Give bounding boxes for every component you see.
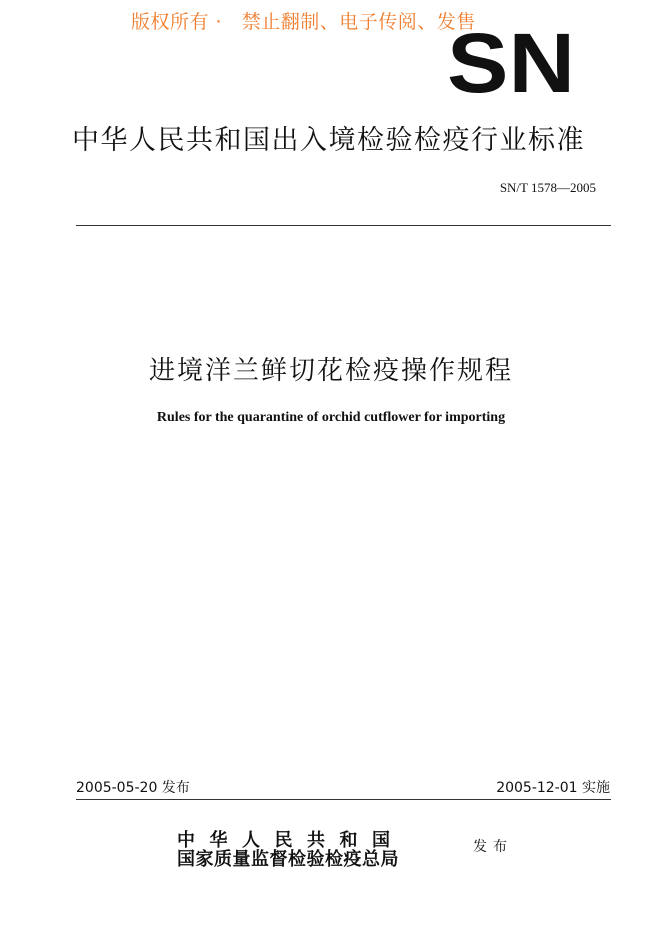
organization-standard-title: 中华人民共和国出入境检验检疫行业标准 xyxy=(72,125,585,156)
document-title-english: Rules for the quarantine of orchid cutflower for importing xyxy=(156,410,506,425)
header-divider xyxy=(76,225,611,226)
sn-logo-text: SN xyxy=(447,28,575,98)
issuer-agency: 国家质量监督检验检疫总局 xyxy=(177,849,399,870)
standard-number: SN/T 1578—2005 xyxy=(499,180,596,195)
copyright-watermark: 版权所有 · 禁止翻制、电子传阅、发售 xyxy=(131,11,476,33)
footer-divider xyxy=(76,799,611,800)
sn-logo xyxy=(445,28,577,98)
issue-date: 2005-05-20 发布 xyxy=(76,780,190,796)
implementation-date: 2005-12-01 实施 xyxy=(496,780,610,796)
issuer-country: 中华人民共和国 xyxy=(177,830,405,851)
issuer-action: 发布 xyxy=(473,839,513,855)
document-title: 进境洋兰鲜切花检疫操作规程 xyxy=(148,356,513,386)
